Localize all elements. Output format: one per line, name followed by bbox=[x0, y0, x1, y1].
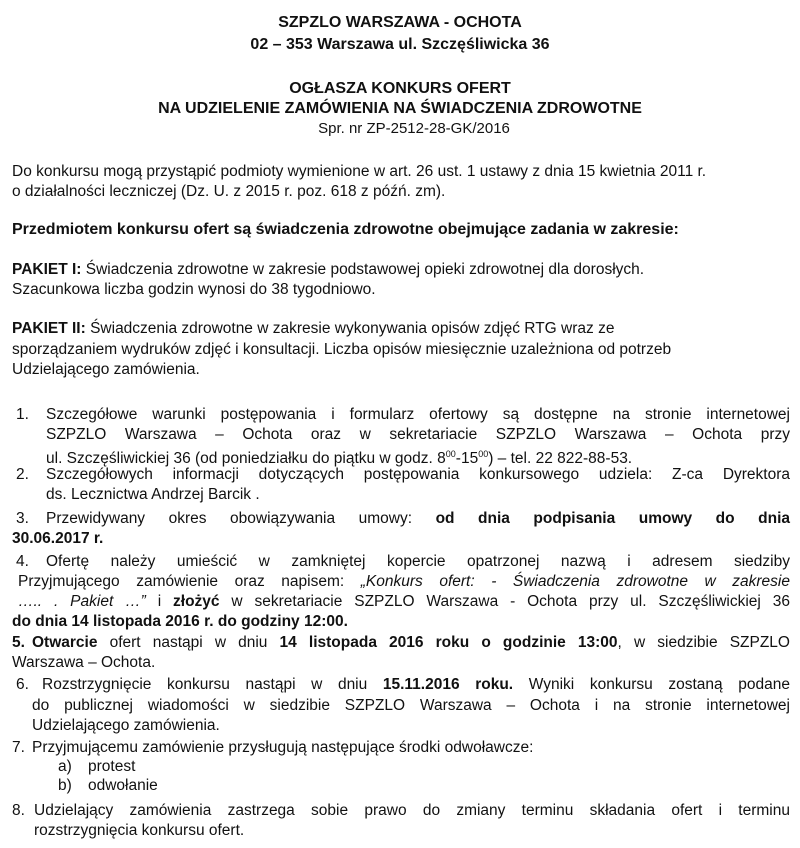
item-3-line-1: Przewidywany okres obowiązywania umowy: od dnia podpisania umowy do dnia bbox=[46, 510, 790, 527]
announcement-title-1: OGŁASZA KONKURS OFERT bbox=[289, 80, 511, 97]
pakiet-1-text: Świadczenia zdrowotne w zakresie podstawowej opieki zdrowotnej dla dorosłych. bbox=[81, 261, 645, 278]
pakiet-2-label: PAKIET II: bbox=[12, 320, 86, 337]
pakiet-1-line-1 bbox=[12, 260, 644, 279]
item-5-number: 5. bbox=[12, 634, 25, 651]
item-2-number: 2. bbox=[16, 466, 29, 483]
item-7-sub-b-marker: b) bbox=[58, 777, 72, 794]
pakiet-2-text: Świadczenia zdrowotne w zakresie wykonywania opisów zdjęć RTG wraz ze bbox=[85, 320, 615, 337]
item-5-line-1: Otwarcie ofert nastąpi w dniu 14 listopada 2016 roku o godzinie 13:00, w siedzibie SZPZLO bbox=[32, 634, 790, 651]
item-6-line-1: Rozstrzygnięcie konkursu nastąpi w dniu 15.11.2016 roku. Wyniki konkursu zostaną podane bbox=[42, 676, 790, 693]
item-2-line-1: Szczegółowych informacji dotyczących postępowania konkursowego udziela: Z-ca Dyrektora bbox=[46, 466, 790, 483]
pakiet-2-line-1 bbox=[12, 319, 614, 338]
item-3-number: 3. bbox=[16, 510, 29, 527]
subject-heading: Przedmiotem konkursu ofert są świadczenia zdrowotne obejmujące zadania w zakresie: bbox=[12, 221, 679, 238]
reference-number: Spr. nr ZP-2512-28-GK/2016 bbox=[318, 120, 510, 137]
item-3-line-2: 30.06.2017 r. bbox=[12, 530, 104, 547]
announcement-title-2: NA UDZIELENIE ZAMÓWIENIA NA ŚWIADCZENIA ZDROWOTNE bbox=[158, 100, 642, 117]
pakiet-1-label: PAKIET I: bbox=[12, 261, 82, 278]
item-7-line-1: Przyjmującemu zamówienie przysługują następujące środki odwoławcze: bbox=[32, 739, 534, 756]
item-8-number: 8. bbox=[12, 802, 25, 819]
item-4-line-2: Przyjmującego zamówienie oraz napisem: „Konkurs ofert: - Świadczenia zdrowotne w zakresie bbox=[18, 573, 790, 590]
item-4-number: 4. bbox=[16, 553, 29, 570]
item-8-line-2: rozstrzygnięcia konkursu ofert. bbox=[34, 822, 245, 839]
item-4-line-1: Ofertę należy umieścić w zamkniętej kopercie opatrzonej nazwą i adresem siedziby bbox=[46, 553, 790, 570]
pakiet-2-line-2: sporządzaniem wydruków zdjęć i konsultacji. Liczba opisów miesięcznie uzależniona od potrzeb bbox=[12, 341, 672, 358]
item-1-number: 1. bbox=[16, 406, 29, 423]
pakiet-1-line-2: Szacunkowa liczba godzin wynosi do 38 tygodniowo. bbox=[12, 281, 376, 298]
item-1-line-1: Szczegółowe warunki postępowania i formularz ofertowy są dostępne na stronie internetowej bbox=[46, 406, 790, 423]
pakiet-2-line-3: Udzielającego zamówienia. bbox=[12, 361, 200, 378]
item-7-sub-b: odwołanie bbox=[88, 777, 158, 794]
item-1-line-2: SZPZLO Warszawa – Ochota oraz w sekretariacie SZPZLO Warszawa – Ochota przy bbox=[46, 426, 790, 443]
item-7-number: 7. bbox=[12, 739, 25, 756]
item-2-line-2: ds. Lecznictwa Andrzej Barcik . bbox=[46, 486, 260, 503]
item-7-sub-a-marker: a) bbox=[58, 758, 72, 775]
item-8-line-1: Udzielający zamówienia zastrzega sobie prawo do zmiany terminu składania ofert i terminu bbox=[34, 802, 790, 819]
item-5-line-2: Warszawa – Ochota. bbox=[12, 654, 156, 671]
item-6-line-2: do publicznej wiadomości w siedzibie SZPZLO Warszawa – Ochota i na stronie internetowej bbox=[32, 697, 790, 714]
intro-line-1: Do konkursu mogą przystąpić podmioty wymienione w art. 26 ust. 1 ustawy z dnia 15 kwietnia 2011 r. bbox=[12, 163, 707, 180]
item-1-line-3: ul. Szczęśliwickiej 36 (od poniedziałku do piątku w godz. $8^{00}-15^{00}$) – tel. 22 822-88-53. bbox=[46, 449, 633, 468]
item-6-number: 6. bbox=[16, 676, 29, 693]
item-4-line-4: do dnia 14 listopada 2016 r. do godziny 12:00. bbox=[12, 613, 348, 630]
intro-line-2: o działalności leczniczej (Dz. U. z 2015 r. poz. 618 z późń. zm). bbox=[12, 183, 446, 200]
item-7-sub-a: protest bbox=[88, 758, 136, 775]
item-4-line-3: ….. . Pakiet …” i złożyć w sekretariacie SZPZLO Warszawa - Ochota przy ul. Szczęśliwickiej 36 bbox=[18, 593, 790, 610]
org-name: SZPZLO WARSZAWA - OCHOTA bbox=[278, 14, 522, 31]
item-6-line-3: Udzielającego zamówienia. bbox=[32, 717, 220, 734]
org-address: 02 – 353 Warszawa ul. Szczęśliwicka 36 bbox=[250, 36, 550, 53]
